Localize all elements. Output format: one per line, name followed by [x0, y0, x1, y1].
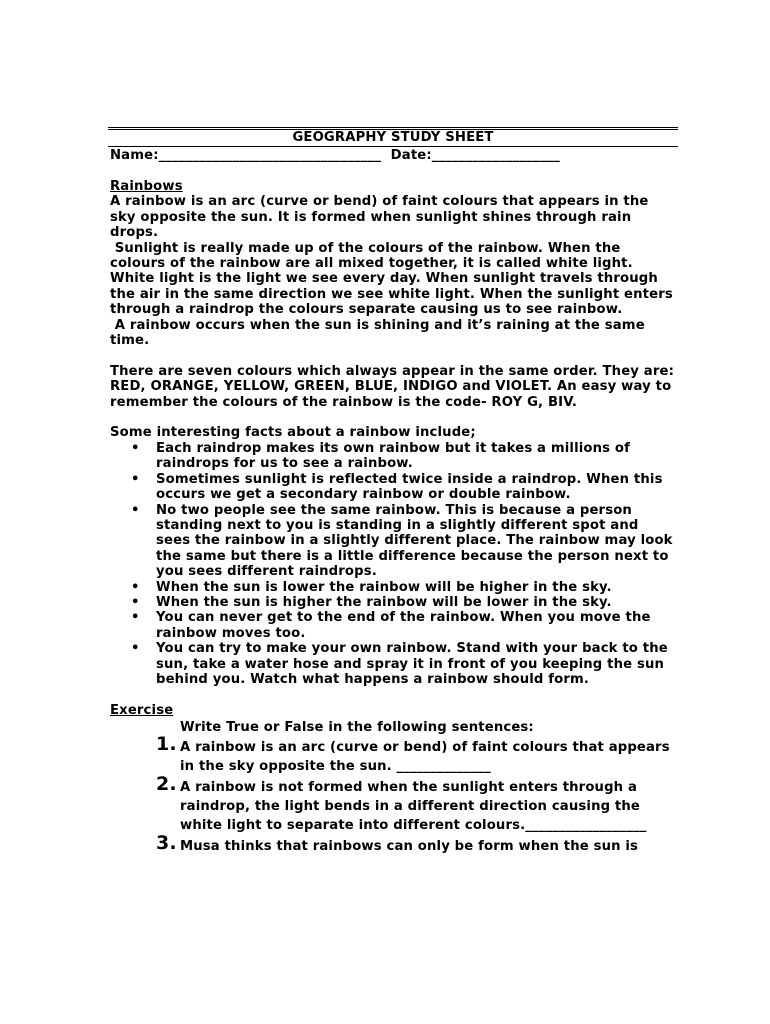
spacer [110, 410, 676, 425]
bullet-icon: • [131, 440, 140, 456]
bullet-icon: • [131, 502, 140, 518]
exercise-heading: Exercise [110, 702, 174, 718]
list-item [110, 610, 676, 641]
rainbows-paragraph-3: A rainbow occurs when the sun is shining and it’s raining at the same time. [110, 317, 645, 349]
bullet-icon: • [131, 579, 140, 595]
exercise-item [110, 772, 676, 835]
fact-text: You can try to make your own rainbow. Stand with your back to the sun, take a water hose and spray it in front of you keeping the sun behind you. Watch what happens a rainbow should form. [156, 641, 668, 687]
exercise-item [110, 831, 676, 856]
facts-list [110, 441, 676, 688]
rainbows-paragraph-2: Sunlight is really made up of the colours of the rainbow. When the colours of the rainbow are all mixed together, it is called white light. White light is the light we see every day. When sunlight travels through the air in the same direction we see white light. When the sunlight enters through a raindrop the colours separate causing us to see rainbow. [110, 240, 673, 318]
exercise-text: Musa thinks that rainbows can only be form when the sun is [180, 838, 639, 854]
exercise-list [110, 732, 676, 856]
list-item [110, 472, 676, 503]
spacer [110, 348, 676, 363]
list-item [110, 595, 676, 610]
bullet-icon: • [131, 641, 140, 657]
name-date-line: Name:_________________________________ Date:___________________ [110, 148, 560, 163]
list-item [110, 580, 676, 595]
exercise-instruction: Write True or False in the following sentences: [180, 720, 534, 736]
fact-text: Each raindrop makes its own rainbow but it takes a millions of raindrops for us to see a rainbow. [156, 440, 631, 472]
exercise-number: 1. [156, 732, 177, 755]
fact-text: You can never get to the end of the rainbow. When you move the rainbow moves too. [156, 610, 651, 641]
exercise-text: A rainbow is an arc (curve or bend) of faint colours that appears in the sky opposite the sun. ______________ [180, 739, 670, 774]
fact-text: When the sun is lower the rainbow will be higher in the sky. [156, 579, 612, 595]
rainbows-paragraph-4: There are seven colours which always appear in the same order. They are: RED, ORANGE, YELLOW, GREEN, BLUE, INDIGO and VIOLET. An easy way to remember the colours of the rainbow is the code- ROY G, BIV. [110, 363, 675, 410]
page-title: GEOGRAPHY STUDY SHEET [292, 130, 494, 145]
bullet-icon: • [131, 594, 140, 610]
list-item [110, 641, 676, 687]
bullet-icon: • [131, 610, 140, 626]
fact-text: Sometimes sunlight is reflected twice inside a raindrop. When this occurs we get a secondary rainbow or double rainbow. [156, 471, 663, 503]
main-content [110, 179, 676, 856]
fact-text: No two people see the same rainbow. This is because a person standing next to you is standing in a slightly different spot and sees the rainbow in a slightly different place. The rainbow may look the same but there is a little difference because the person next to you sees different raindrops. [156, 502, 673, 580]
exercise-item [110, 732, 676, 776]
rainbows-heading: Rainbows [110, 179, 183, 194]
list-item [110, 441, 676, 472]
exercise-number: 3. [156, 831, 177, 854]
title-underline-rule [108, 146, 678, 147]
spacer [110, 687, 676, 702]
rainbows-paragraph-1: A rainbow is an arc (curve or bend) of faint colours that appears in the sky opposite the sun. It is formed when sunlight shines through rain drops. [110, 194, 649, 241]
fact-text: When the sun is higher the rainbow will be lower in the sky. [156, 594, 612, 610]
list-item [110, 503, 676, 580]
exercise-text: A rainbow is not formed when the sunlight enters through a raindrop, the light bends in a different direction causing the white light to separate into different colours.__________________ [180, 779, 647, 833]
facts-intro: Some interesting facts about a rainbow include; [110, 425, 476, 441]
exercise-number: 2. [156, 772, 177, 795]
bullet-icon: • [131, 471, 140, 487]
